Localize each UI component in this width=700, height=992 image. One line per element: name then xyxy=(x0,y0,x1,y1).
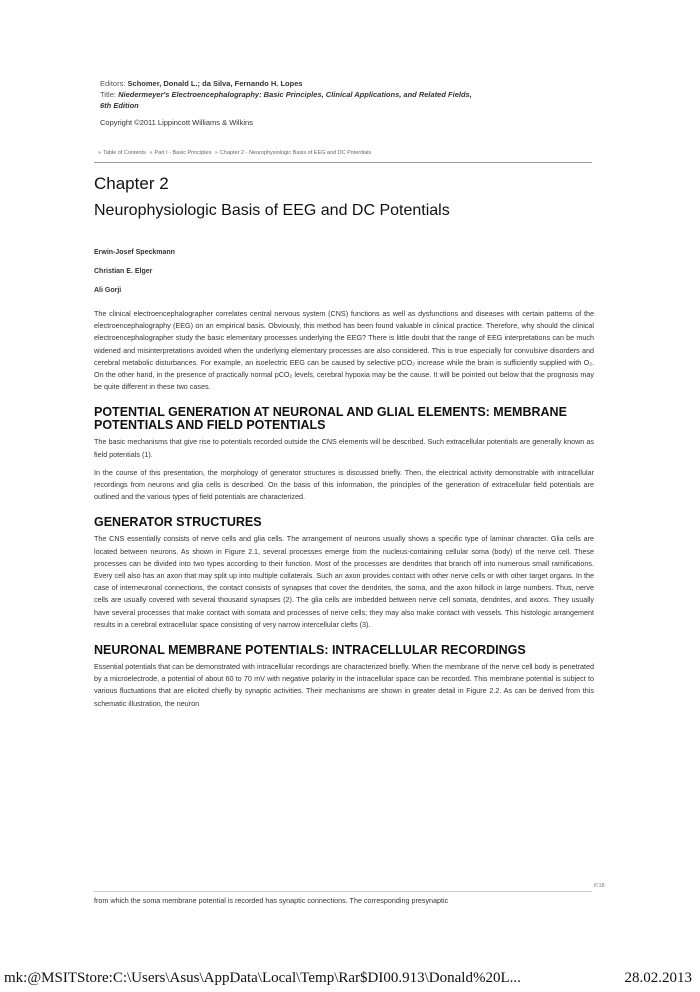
book-title: Niedermeyer's Electroencephalography: Basic Principles, Clinical Applications, and Related Fields, xyxy=(118,90,472,99)
book-metadata xyxy=(100,78,600,128)
section-heading-potential-generation: POTENTIAL GENERATION AT NEURONAL AND GLIAL ELEMENTS: MEMBRANE POTENTIALS AND FIELD POTENTIALS xyxy=(94,405,567,433)
author-list xyxy=(94,243,175,300)
breadcrumb-part-1[interactable]: Part I - Basic Principles xyxy=(154,150,212,156)
title-label: Title: xyxy=(100,90,116,99)
body-paragraph: In the course of this presentation, the morphology of generator structures is discussed briefly. Then, the electrical activity demonstrable with intracellular recordings from neurons and glia cells is described. On the basis of this information, the principles of the generation of extracellular field potentials are outlined and the various types of field potentials are characterized. xyxy=(94,467,594,502)
body-paragraph: The CNS essentially consists of nerve cells and glia cells. The arrangement of neurons usually shows a specific type of laminar character. Glia cells are located between neurons. As shown in Figure 2.1, several processes emerge from the nucleus-containing cellular soma (body) of the nerve cell. These processes can be divided into two types according to their function. Most of the processes are dendrites that branch off into numerous small ramifications. Every cell also has an axon that may split up into multiple collaterals. Such an axon provides contact with other nerve cells or with other target organs. In the case of interneuronal connections, the contact consists of synapses that cover the dendrites, the soma, and the axon hillock in large numbers. Thus, nerve cells are usually covered with several thousand synapses (2). The glia cells are imbedded between nerve cell somata, dendrites, and axons. They usually have several processes that make contact with somata and processes of nerve cells; they may also make contact with vessels. This histologic arrangement results in a cerebral extracellular space consisting of very narrow intercellular clefts (3). xyxy=(94,534,594,629)
title-row xyxy=(100,89,600,100)
intro-paragraph: The clinical electroencephalographer correlates central nervous system (CNS) functions as well as dysfunctions and diseases with certain patterns of the electroencephalography (EEG) on an empirical basis. Obviously, this method has been found valuable in clinical practice. Therefore, why should the clinical electroencephalographer study the basic elementary processes underlying the EEG? There is little doubt that the range of EEG interpretations can be much widened and misinterpretations avoided when the underlying elementary processes are also considered. This is true especially for convulsive disorders and cerebral metabolic disturbances. For example, an isoelectric EEG can be caused by selective pCO₂ increase while the brain is sufficiently supplied with O₂. On the other hand, in the presence of practically normal pCO₂ levels, cerebral hypoxia may be the cause. It will be pointed out below that the prognosis may be quite different in these two cases. xyxy=(94,309,594,392)
page-marker: P.18 xyxy=(594,883,605,889)
section-heading-membrane-potentials: NEURONAL MEMBRANE POTENTIALS: INTRACELLULAR RECORDINGS xyxy=(94,643,526,658)
header-divider xyxy=(94,162,592,163)
body-paragraph: The basic mechanisms that give rise to potentials recorded outside the CNS elements will be described. Such extracellular potentials are generally known as field potentials (1). xyxy=(94,437,594,459)
breadcrumb: » Table of Contents » Part I - Basic Principles » Chapter 2 - Neurophysiologic Basis of EEG and DC Potentials xyxy=(98,150,372,156)
editors-label: Editors: xyxy=(100,79,126,88)
chapter-body xyxy=(94,308,594,710)
author-name: Christian E. Elger xyxy=(94,268,153,275)
author-name: Ali Gorji xyxy=(94,287,122,294)
section-heading-generator-structures: GENERATOR STRUCTURES xyxy=(94,515,262,530)
continuation-paragraph: from which the soma membrane potential is recorded has synaptic connections. The corresponding presynaptic xyxy=(94,896,449,905)
print-footer-url: mk:@MSITStore:C:\Users\Asus\AppData\Local\Temp\Rar$DI00.913\Donald%20L... xyxy=(4,970,521,986)
book-edition: 6th Edition xyxy=(100,101,139,110)
chapter-title: Neurophysiologic Basis of EEG and DC Potentials xyxy=(94,202,450,219)
print-footer-date: 28.02.2013 xyxy=(624,970,692,986)
chapter-label: Chapter 2 xyxy=(94,174,169,193)
edition-row xyxy=(100,100,600,111)
editors-value: Schomer, Donald L.; da Silva, Fernando H. Lopes xyxy=(127,79,303,88)
body-paragraph: Essential potentials that can be demonstrated with intracellular recordings are characterized briefly. When the membrane of the nerve cell body is penetrated by a microelectrode, a potential of about 60 to 70 mV with negative polarity in the intracellular space can be recorded. This membrane potential is subject to various fluctuations that are elicited chiefly by synaptic activities. Their mechanisms are shown in greater detail in Figure 2.2. As can be derived from this schematic illustration, the neuron xyxy=(94,662,594,708)
breadcrumb-chapter-2[interactable]: Chapter 2 - Neurophysiologic Basis of EEG and DC Potentials xyxy=(219,150,372,156)
copyright: Copyright ©2011 Lippincott Williams & Wilkins xyxy=(100,118,253,127)
page-break-divider xyxy=(94,891,592,892)
breadcrumb-table-of-contents[interactable]: Table of Contents xyxy=(103,150,146,156)
author-name: Erwin-Josef Speckmann xyxy=(94,249,175,256)
editors-row xyxy=(100,78,600,89)
